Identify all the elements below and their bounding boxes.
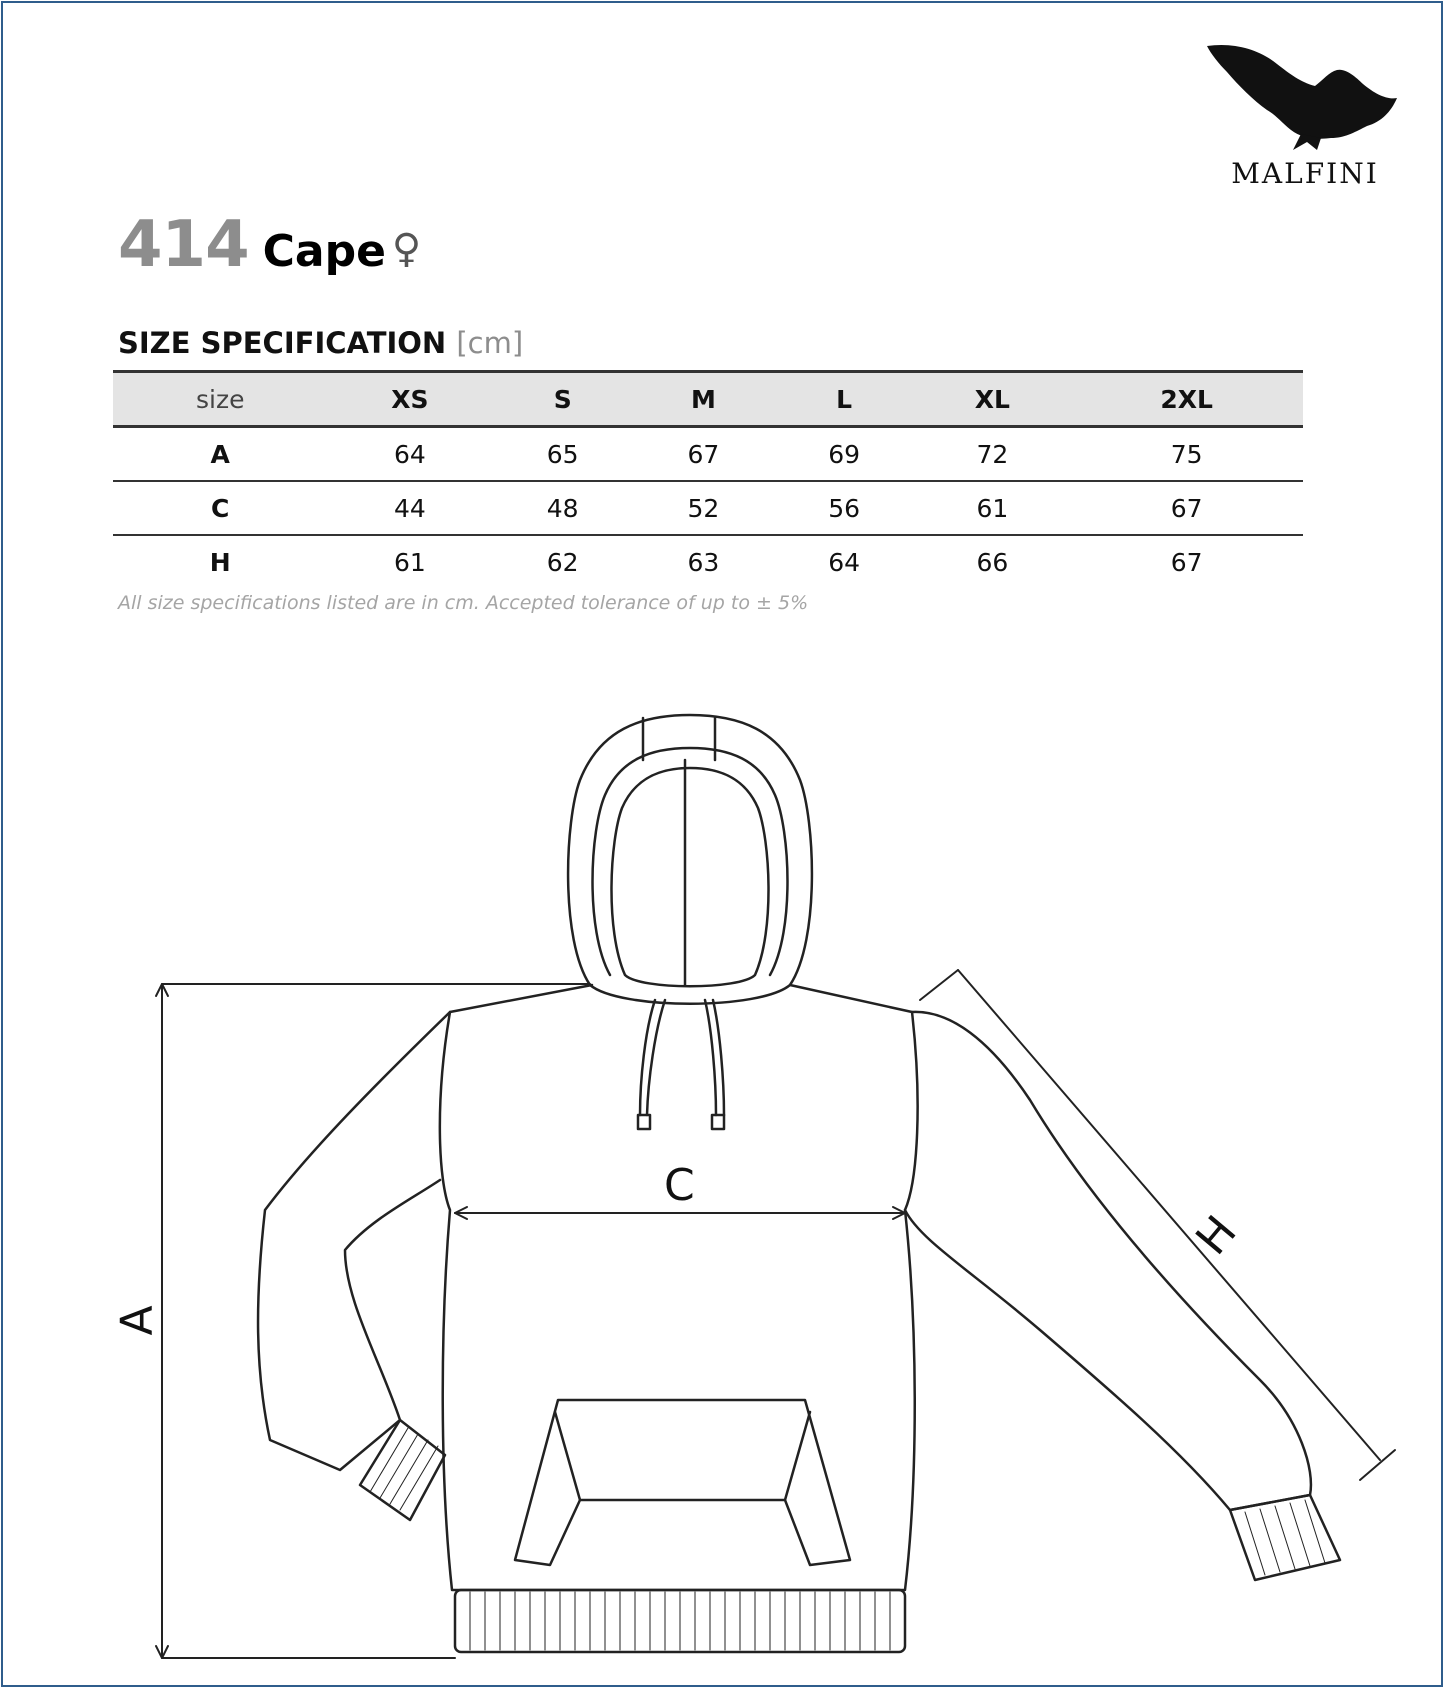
table-cell: 56 — [828, 493, 860, 523]
left-sleeve — [258, 1012, 450, 1520]
col-header: size — [195, 384, 245, 414]
row-label: A — [210, 439, 230, 469]
col-header: XS — [391, 384, 429, 414]
col-header: XL — [974, 384, 1010, 414]
table-cell: 72 — [976, 439, 1009, 469]
brand-name: MALFINI — [1231, 157, 1379, 190]
hood-outline — [568, 715, 812, 1004]
table-cell: 67 — [1170, 547, 1203, 577]
product-title — [118, 208, 421, 282]
right-sleeve — [905, 1012, 1340, 1580]
dimension-label-a: A — [111, 1305, 163, 1336]
eagle-icon — [1205, 42, 1405, 152]
size-table — [113, 370, 1303, 588]
col-header: S — [553, 384, 572, 414]
dimension-a — [156, 984, 590, 1658]
table-cell: 69 — [828, 439, 860, 469]
table-cell: 65 — [546, 439, 579, 469]
table-cell: 61 — [976, 493, 1009, 523]
row-label: C — [211, 493, 230, 523]
female-symbol-icon: ♀ — [391, 226, 422, 272]
table-cell: 52 — [687, 493, 720, 523]
size-table-header — [113, 372, 1303, 427]
table-row — [113, 427, 1303, 482]
table-row — [113, 481, 1303, 535]
table-cell: 66 — [976, 547, 1009, 577]
product-name: Cape — [262, 226, 386, 277]
col-header: M — [690, 384, 716, 414]
table-cell: 63 — [687, 547, 720, 577]
dimension-label-c: C — [664, 1160, 695, 1211]
table-cell: 62 — [546, 547, 579, 577]
size-spec-heading — [118, 326, 523, 360]
dimension-label-h: H — [1186, 1206, 1247, 1265]
hoodie-diagram — [0, 690, 1455, 1690]
size-spec-unit: [cm] — [456, 326, 524, 360]
size-spec-title: SIZE SPECIFICATION — [118, 326, 447, 360]
drawstrings — [638, 1000, 724, 1129]
table-row — [113, 535, 1303, 588]
table-cell: 67 — [687, 439, 720, 469]
table-cell: 48 — [546, 493, 579, 523]
col-header: 2XL — [1160, 384, 1213, 414]
table-cell: 61 — [393, 547, 426, 577]
table-cell: 75 — [1170, 439, 1203, 469]
product-number: 414 — [118, 208, 249, 282]
table-cell: 44 — [393, 493, 426, 523]
row-label: H — [209, 547, 231, 577]
hoodie-body — [440, 985, 918, 1652]
table-cell: 67 — [1170, 493, 1203, 523]
table-cell: 64 — [828, 547, 860, 577]
brand-logo — [1195, 42, 1415, 192]
dimension-h — [920, 970, 1395, 1480]
col-header: L — [836, 384, 853, 414]
tolerance-note: All size specifications listed are in cm. Accepted tolerance of up to ± 5% — [118, 592, 809, 614]
table-cell: 64 — [393, 439, 426, 469]
